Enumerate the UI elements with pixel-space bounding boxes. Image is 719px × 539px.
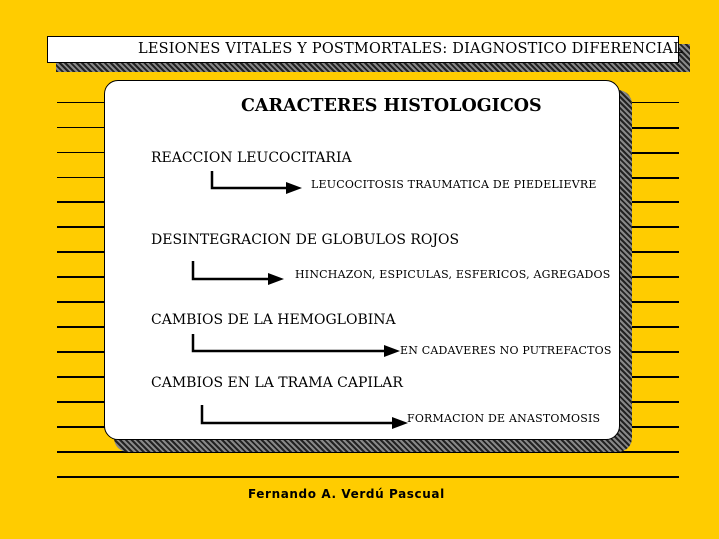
panel-title: CARACTERES HISTOLOGICOS xyxy=(241,96,542,116)
item-label: REACCION LEUCOCITARIA xyxy=(151,150,352,166)
item-result: HINCHAZON, ESPICULAS, ESFERICOS, AGREGADOS xyxy=(295,268,611,281)
item-result: FORMACION DE ANASTOMOSIS xyxy=(407,412,601,425)
arrow-icon xyxy=(193,334,400,357)
slide-title: LESIONES VITALES Y POSTMORTALES: DIAGNOSTICO DIFERENCIAL xyxy=(138,41,683,57)
arrow-icon xyxy=(212,171,302,194)
item-label: DESINTEGRACION DE GLOBULOS ROJOS xyxy=(151,232,460,248)
item-result: LEUCOCITOSIS TRAUMATICA DE PIEDELIEVRE xyxy=(311,178,597,191)
item-label: CAMBIOS DE LA HEMOGLOBINA xyxy=(151,312,396,328)
arrow-icon xyxy=(202,405,408,429)
item-label: CAMBIOS EN LA TRAMA CAPILAR xyxy=(151,375,403,391)
author-credit: Fernando A. Verdú Pascual xyxy=(248,487,445,501)
item-result: EN CADAVERES NO PUTREFACTOS xyxy=(400,344,612,357)
arrow-icon xyxy=(193,261,284,285)
